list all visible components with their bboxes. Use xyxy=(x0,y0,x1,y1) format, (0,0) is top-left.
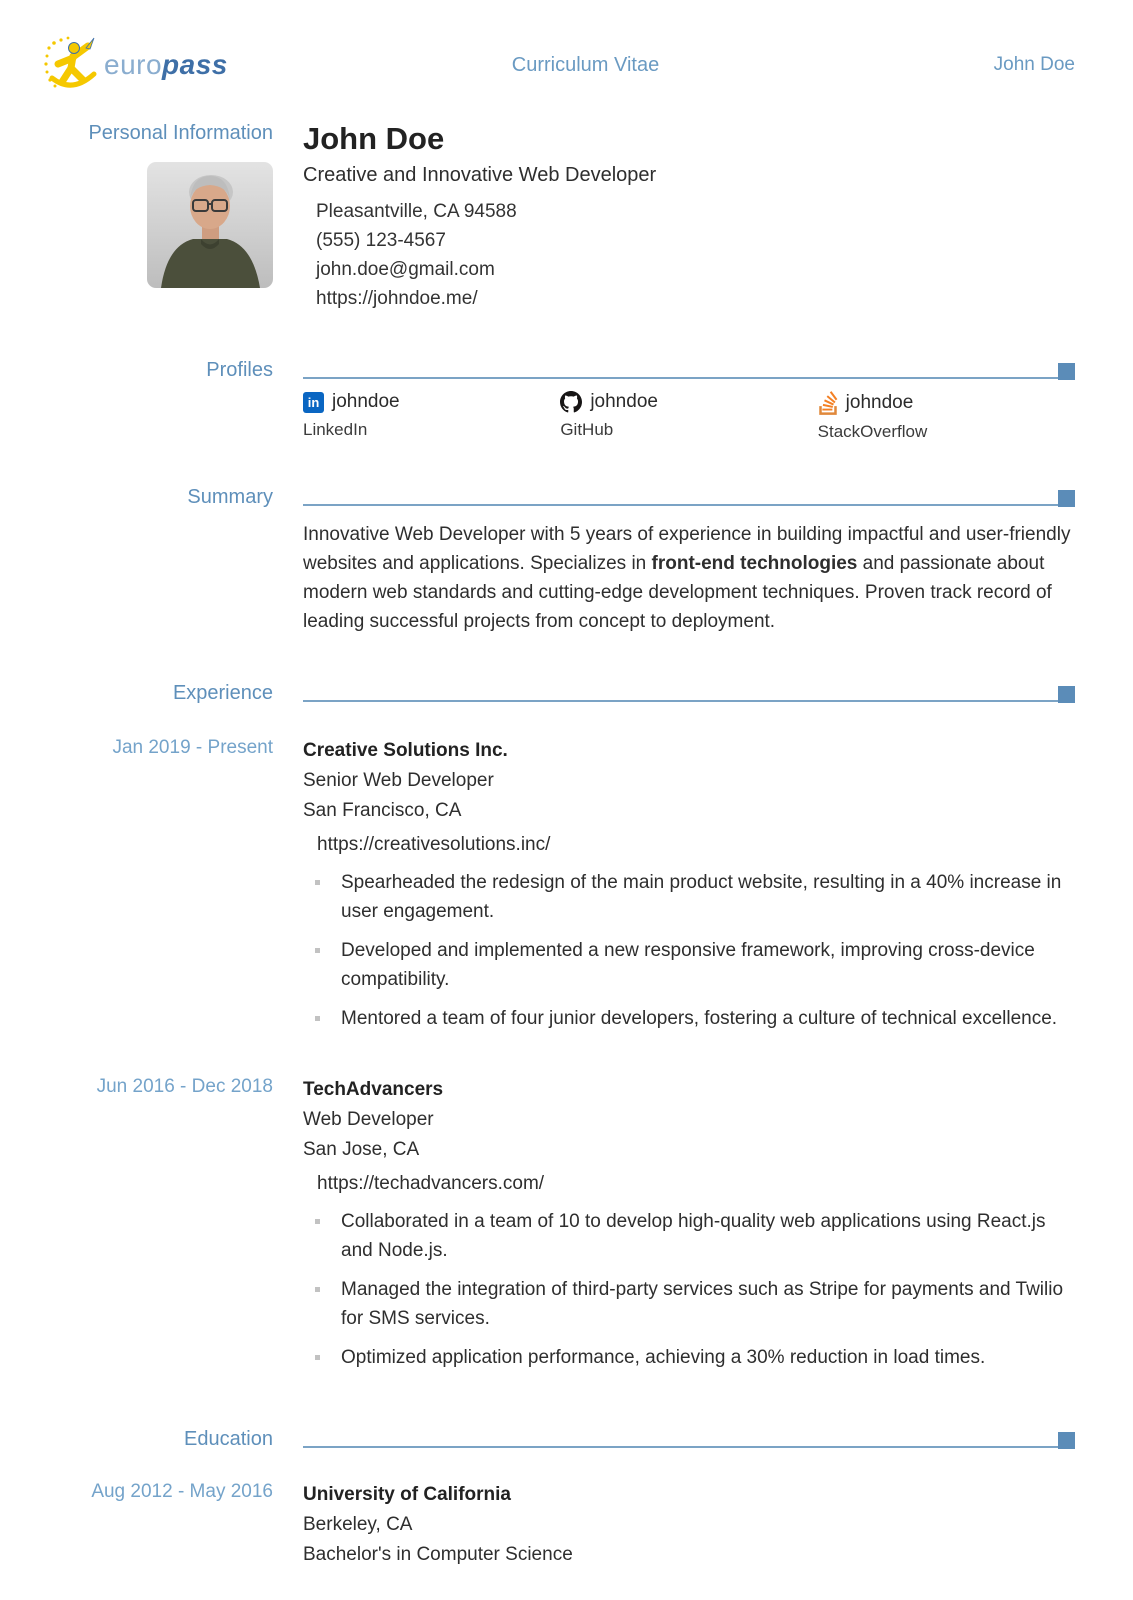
rule-end-square xyxy=(1058,686,1075,703)
bullet-icon xyxy=(315,1287,320,1292)
summary-section xyxy=(0,508,1133,636)
profiles-label: Profiles xyxy=(206,359,273,381)
bullet-icon xyxy=(315,1219,320,1224)
bullet-icon xyxy=(315,1016,320,1021)
section-rule xyxy=(303,1432,1075,1450)
job-2-position: Web Developer xyxy=(303,1109,434,1130)
bullet-icon xyxy=(315,880,320,885)
bullet-icon xyxy=(315,1355,320,1360)
experience-job-2 xyxy=(0,1075,1133,1382)
github-network-label: GitHub xyxy=(560,420,614,439)
bullet-icon xyxy=(315,948,320,953)
education-degree: Bachelor's in Computer Science xyxy=(303,1544,573,1565)
header xyxy=(0,0,1133,96)
address: Pleasantville, CA 94588 xyxy=(316,201,517,222)
section-rule xyxy=(303,490,1075,508)
job-2-company: TechAdvancers xyxy=(303,1079,444,1100)
document-title: Curriculum Vitae xyxy=(511,53,660,76)
summary-label: Summary xyxy=(187,486,273,508)
europass-logo xyxy=(40,34,456,96)
rule-end-square xyxy=(1058,1432,1075,1449)
profile-stackoverflow xyxy=(818,391,1075,442)
job-1-company: Creative Solutions Inc. xyxy=(303,740,508,761)
summary-section-header xyxy=(0,486,1133,508)
personal-information-label: Personal Information xyxy=(88,122,273,144)
experience-section-header xyxy=(0,682,1133,704)
experience-label: Experience xyxy=(172,682,273,704)
education-dates: Aug 2012 - May 2016 xyxy=(91,1481,273,1502)
list-item: Spearheaded the redesign of the main product website, resulting in a 40% increase in user engagement. xyxy=(303,868,1075,926)
list-item: Collaborated in a team of 10 to develop high-quality web applications using React.js and Node.js. xyxy=(303,1207,1075,1265)
linkedin-username[interactable]: johndoe xyxy=(332,391,400,412)
summary-paragraph: Innovative Web Developer with 5 years of experience in building impactful and user-friendly websites and applications. Specializes in front-end technologies and passionate about modern web standards and cutting-edge development techniques. Proven track record of leading successful projects from concept to deployment. xyxy=(303,524,1071,632)
summary-bold-phrase: front-end technologies xyxy=(651,553,858,574)
job-1-location: San Francisco, CA xyxy=(303,800,462,821)
rule-end-square xyxy=(1058,363,1075,380)
profile-photo xyxy=(147,162,273,288)
contact-block xyxy=(303,197,1075,313)
job-1-url[interactable]: https://creativesolutions.inc/ xyxy=(317,834,551,855)
list-item: Optimized application performance, achieving a 30% reduction in load times. xyxy=(303,1343,1075,1372)
rule-end-square xyxy=(1058,490,1075,507)
list-item: Managed the integration of third-party services such as Stripe for payments and Twilio for SMS services. xyxy=(303,1275,1075,1333)
education-entry xyxy=(0,1480,1133,1570)
profiles-section-header xyxy=(0,359,1133,381)
education-institution: University of California xyxy=(303,1484,511,1505)
job-1-highlights xyxy=(303,868,1075,1033)
job-1-position: Senior Web Developer xyxy=(303,770,494,791)
profiles-section xyxy=(0,381,1133,442)
job-2-dates: Jun 2016 - Dec 2018 xyxy=(96,1076,273,1097)
job-2-url[interactable]: https://techadvancers.com/ xyxy=(317,1173,545,1194)
europass-wordmark: europass xyxy=(104,49,228,80)
stackoverflow-icon xyxy=(818,391,838,415)
section-rule xyxy=(303,686,1075,704)
list-item: Mentored a team of four junior developers, fostering a culture of technical excellence. xyxy=(303,1004,1075,1033)
person-name: John Doe xyxy=(303,121,445,156)
phone: (555) 123-4567 xyxy=(316,230,446,251)
experience-job-1 xyxy=(0,736,1133,1043)
job-1-dates: Jan 2019 - Present xyxy=(112,737,273,758)
education-label: Education xyxy=(184,1428,273,1450)
personal-information-section xyxy=(0,122,1133,313)
profile-linkedin xyxy=(303,391,560,442)
github-username[interactable]: johndoe xyxy=(590,391,658,412)
header-person-name: John Doe xyxy=(993,54,1075,75)
section-rule xyxy=(303,363,1075,381)
europass-star-figure-icon xyxy=(40,34,102,96)
linkedin-icon: in xyxy=(303,392,324,413)
github-icon xyxy=(560,391,582,413)
job-2-location: San Jose, CA xyxy=(303,1139,420,1160)
job-2-highlights xyxy=(303,1207,1075,1372)
email[interactable]: john.doe@gmail.com xyxy=(316,259,495,280)
education-location: Berkeley, CA xyxy=(303,1514,413,1535)
profile-github xyxy=(560,391,817,442)
list-item: Developed and implemented a new responsive framework, improving cross-device compatibility. xyxy=(303,936,1075,994)
person-title: Creative and Innovative Web Developer xyxy=(303,164,657,186)
website-link[interactable]: https://johndoe.me/ xyxy=(316,288,478,309)
education-section-header xyxy=(0,1428,1133,1450)
linkedin-network-label: LinkedIn xyxy=(303,420,368,439)
stackoverflow-username[interactable]: johndoe xyxy=(845,392,914,413)
stackoverflow-network-label: StackOverflow xyxy=(817,422,928,441)
